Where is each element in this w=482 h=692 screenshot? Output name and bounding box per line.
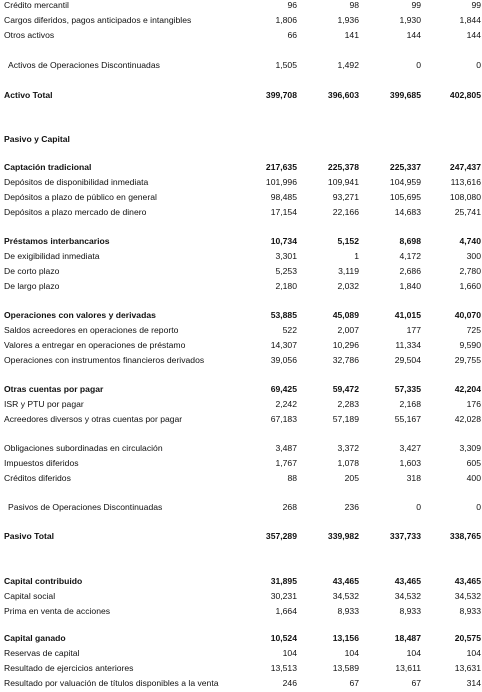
row-label: Créditos diferidos: [4, 473, 71, 483]
row-label: Depósitos a plazo de público en general: [4, 192, 157, 202]
row-value: 177: [406, 325, 421, 335]
row-value: 104: [282, 648, 297, 658]
row-value: 40,070: [454, 310, 481, 320]
row-value: 4,172: [399, 251, 421, 261]
table-row: [0, 249, 482, 263]
row-value: 96: [287, 0, 297, 10]
table-row: [0, 529, 482, 543]
row-value: 2,168: [399, 399, 421, 409]
row-label: Captación tradicional: [4, 162, 92, 172]
row-label: Resultado por valuación de títulos disponibles a la venta: [4, 678, 219, 688]
row-value: 2,180: [275, 281, 297, 291]
row-value: 2,283: [337, 399, 359, 409]
table-row: [0, 646, 482, 660]
row-value: 8,698: [399, 236, 421, 246]
row-value: 2,242: [275, 399, 297, 409]
row-value: 205: [344, 473, 359, 483]
row-label: Préstamos interbancarios: [4, 236, 110, 246]
row-label: Depósitos a plazo mercado de dinero: [4, 207, 147, 217]
row-value: 9,590: [459, 340, 481, 350]
row-value: 725: [466, 325, 481, 335]
table-row: [0, 13, 482, 27]
row-label: Capital ganado: [4, 633, 66, 643]
row-value: 13,631: [454, 663, 481, 673]
row-value: 3,301: [275, 251, 297, 261]
row-label: Crédito mercantil: [4, 0, 69, 10]
row-value: 268: [282, 502, 297, 512]
row-value: 2,007: [337, 325, 359, 335]
row-value: 300: [466, 251, 481, 261]
table-row: [0, 661, 482, 675]
row-value: 314: [466, 678, 481, 688]
row-value: 246: [282, 678, 297, 688]
table-row: [0, 323, 482, 337]
table-row: [0, 631, 482, 645]
row-value: 98: [349, 0, 359, 10]
table-row: [0, 0, 482, 12]
row-value: 99: [471, 0, 481, 10]
row-value: 1,936: [337, 15, 359, 25]
table-row: [0, 574, 482, 588]
row-value: 53,885: [270, 310, 297, 320]
row-value: 1,664: [275, 606, 297, 616]
row-value: 11,334: [395, 340, 421, 350]
row-value: 59,472: [332, 384, 359, 394]
row-value: 13,513: [270, 663, 297, 673]
row-value: 31,895: [270, 576, 297, 586]
row-label: Saldos acreedores en operaciones de reporto: [4, 325, 179, 335]
row-label: Pasivo y Capital: [4, 134, 70, 144]
row-value: 22,166: [332, 207, 359, 217]
row-value: 399,685: [389, 90, 421, 100]
table-row: [0, 234, 482, 248]
row-value: 2,686: [399, 266, 421, 276]
row-value: 1,844: [459, 15, 481, 25]
table-row: [0, 382, 482, 396]
row-value: 1,660: [459, 281, 481, 291]
row-value: 20,575: [454, 633, 481, 643]
row-value: 605: [466, 458, 481, 468]
row-value: 45,089: [332, 310, 359, 320]
row-value: 217,635: [265, 162, 297, 172]
row-value: 41,015: [394, 310, 421, 320]
row-value: 357,289: [265, 531, 297, 541]
table-row: [0, 160, 482, 174]
row-value: 3,427: [399, 443, 421, 453]
row-value: 402,805: [449, 90, 481, 100]
row-value: 337,733: [389, 531, 421, 541]
table-row: [0, 279, 482, 293]
row-value: 3,119: [338, 266, 359, 276]
row-value: 10,524: [270, 633, 297, 643]
row-value: 338,765: [449, 531, 481, 541]
row-label: Otras cuentas por pagar: [4, 384, 104, 394]
row-value: 104: [406, 648, 421, 658]
row-value: 108,080: [449, 192, 481, 202]
row-label: Prima en venta de acciones: [4, 606, 111, 616]
row-value: 99: [411, 0, 421, 10]
row-value: 10,296: [332, 340, 359, 350]
row-value: 13,156: [332, 633, 359, 643]
row-value: 8,933: [399, 606, 421, 616]
row-value: 25,741: [454, 207, 481, 217]
row-value: 0: [476, 502, 481, 512]
row-value: 176: [466, 399, 481, 409]
table-row: [0, 589, 482, 603]
row-value: 3,487: [275, 443, 297, 453]
row-label: Capital social: [4, 591, 56, 601]
row-value: 113,616: [450, 177, 481, 187]
row-label: Obligaciones subordinadas en circulación: [4, 443, 163, 453]
row-value: 57,189: [332, 414, 359, 424]
row-value: 522: [282, 325, 297, 335]
row-value: 1,930: [399, 15, 421, 25]
row-label: Impuestos diferidos: [4, 458, 79, 468]
row-value: 34,532: [454, 591, 481, 601]
row-label: Operaciones con valores y derivadas: [4, 310, 156, 320]
table-row: [0, 88, 482, 102]
row-value: 0: [416, 502, 421, 512]
row-value: 339,982: [327, 531, 359, 541]
row-value: 104,959: [389, 177, 421, 187]
row-value: 104: [466, 648, 481, 658]
row-value: 247,437: [449, 162, 481, 172]
row-value: 1,078: [337, 458, 359, 468]
table-row: [0, 338, 482, 352]
row-value: 14,683: [394, 207, 421, 217]
row-value: 400: [466, 473, 481, 483]
row-value: 43,465: [394, 576, 421, 586]
row-value: 0: [476, 60, 481, 70]
row-value: 5,253: [275, 266, 297, 276]
table-row: [0, 132, 482, 146]
row-value: 34,532: [332, 591, 359, 601]
row-label: Activos de Operaciones Discontinuadas: [8, 60, 160, 70]
row-value: 43,465: [332, 576, 359, 586]
table-row: [0, 205, 482, 219]
row-value: 318: [406, 473, 421, 483]
row-value: 109,941: [327, 177, 359, 187]
row-label: Acreedores diversos y otras cuentas por pagar: [4, 414, 183, 424]
row-value: 57,335: [394, 384, 421, 394]
row-value: 42,204: [454, 384, 481, 394]
row-value: 1,505: [275, 60, 297, 70]
row-value: 32,786: [332, 355, 359, 365]
row-value: 1,603: [399, 458, 421, 468]
row-value: 236: [344, 502, 359, 512]
row-value: 144: [466, 30, 481, 40]
row-value: 1,840: [399, 281, 421, 291]
table-row: [0, 264, 482, 278]
row-label: Depósitos de disponibilidad inmediata: [4, 177, 149, 187]
table-row: [0, 353, 482, 367]
row-value: 5,152: [337, 236, 359, 246]
row-value: 10,734: [270, 236, 297, 246]
row-value: 399,708: [265, 90, 297, 100]
row-value: 1,806: [275, 15, 297, 25]
row-value: 101,996: [265, 177, 297, 187]
row-value: 66: [287, 30, 297, 40]
row-value: 3,372: [337, 443, 359, 453]
row-value: 0: [416, 60, 421, 70]
table-row: [0, 412, 482, 426]
row-value: 8,933: [337, 606, 359, 616]
row-value: 69,425: [270, 384, 297, 394]
row-label: De corto plazo: [4, 266, 60, 276]
row-value: 1,767: [275, 458, 297, 468]
row-value: 67,183: [270, 414, 297, 424]
row-value: 93,271: [332, 192, 359, 202]
table-row: [0, 28, 482, 42]
table-row: [0, 500, 482, 514]
row-label: Capital contribuido: [4, 576, 83, 586]
table-row: [0, 441, 482, 455]
row-value: 14,307: [270, 340, 297, 350]
row-value: 13,589: [332, 663, 359, 673]
row-value: 3,309: [459, 443, 481, 453]
row-label: Cargos diferidos, pagos anticipados e intangibles: [4, 15, 192, 25]
row-value: 105,695: [389, 192, 421, 202]
row-value: 98,485: [270, 192, 297, 202]
row-value: 43,465: [454, 576, 481, 586]
row-label: Otros activos: [4, 30, 55, 40]
row-value: 141: [344, 30, 359, 40]
row-label: De exigibilidad inmediata: [4, 251, 100, 261]
row-value: 17,154: [270, 207, 297, 217]
row-value: 88: [287, 473, 297, 483]
row-label: Activo Total: [4, 90, 53, 100]
row-value: 2,780: [459, 266, 481, 276]
row-value: 104: [344, 648, 359, 658]
row-label: Resultado de ejercicios anteriores: [4, 663, 134, 673]
row-label: Pasivos de Operaciones Discontinuadas: [8, 502, 163, 512]
row-value: 225,337: [389, 162, 421, 172]
row-value: 30,231: [270, 591, 297, 601]
row-label: ISR y PTU por pagar: [4, 399, 84, 409]
row-label: Valores a entregar en operaciones de préstamo: [4, 340, 186, 350]
row-value: 396,603: [327, 90, 359, 100]
table-row: [0, 308, 482, 322]
row-value: 55,167: [394, 414, 421, 424]
table-row: [0, 397, 482, 411]
table-row: [0, 604, 482, 618]
table-row: [0, 676, 482, 690]
row-value: 1: [354, 251, 359, 261]
row-value: 1,492: [337, 60, 359, 70]
row-value: 144: [406, 30, 421, 40]
row-label: Reservas de capital: [4, 648, 80, 658]
table-row: [0, 190, 482, 204]
row-value: 67: [411, 678, 421, 688]
table-row: [0, 58, 482, 72]
table-row: [0, 456, 482, 470]
row-value: 4,740: [459, 236, 481, 246]
row-value: 42,028: [454, 414, 481, 424]
row-value: 225,378: [327, 162, 359, 172]
row-value: 29,755: [454, 355, 481, 365]
row-value: 34,532: [394, 591, 421, 601]
row-value: 67: [349, 678, 359, 688]
row-value: 2,032: [337, 281, 359, 291]
row-value: 18,487: [394, 633, 421, 643]
table-row: [0, 471, 482, 485]
row-value: 29,504: [394, 355, 421, 365]
row-value: 13,611: [395, 663, 421, 673]
row-label: Pasivo Total: [4, 531, 54, 541]
row-label: Operaciones con instrumentos financieros derivados: [4, 355, 205, 365]
row-label: De largo plazo: [4, 281, 60, 291]
row-value: 39,056: [270, 355, 297, 365]
row-value: 8,933: [459, 606, 481, 616]
table-row: [0, 175, 482, 189]
